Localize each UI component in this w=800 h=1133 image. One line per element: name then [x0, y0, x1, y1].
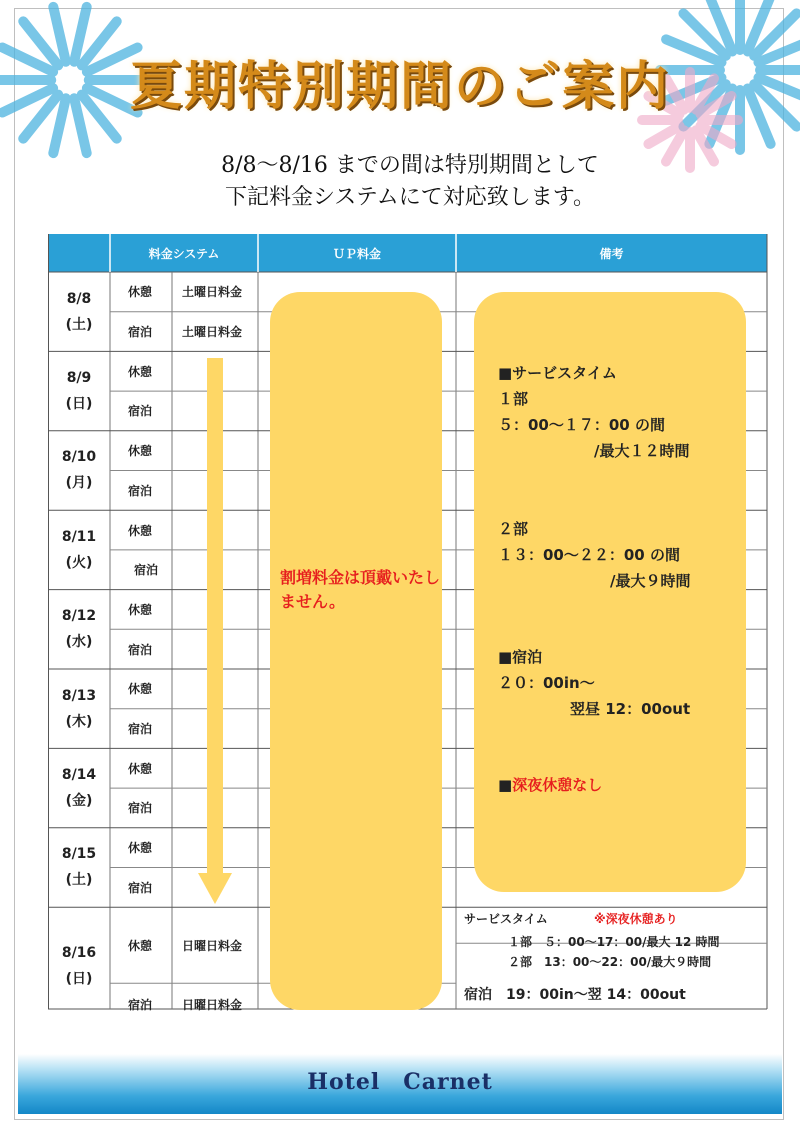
- service-time-heading: ■サービスタイム: [498, 364, 617, 382]
- rest-label: 休憩: [128, 841, 153, 856]
- up-fee-box: [270, 292, 442, 1010]
- last-day-part2: ２部 13：00～22：00/最大９時間: [508, 955, 712, 969]
- date-cell: [48, 669, 110, 748]
- part1-label: １部: [498, 390, 529, 408]
- header-rate-system: 料金システム: [148, 246, 220, 261]
- header-remarks: 備考: [599, 246, 624, 261]
- last-day-service-time-label: サービスタイム: [464, 912, 548, 926]
- weekday-text: (金): [65, 793, 93, 810]
- weekday-text: (水): [65, 634, 93, 651]
- last-day-stay: 宿泊 19：00in～翌 14：00out: [464, 987, 686, 1003]
- date-text: 8/8: [66, 290, 92, 307]
- last-day-part1: １部 ５：00～17：00/最大 12 時間: [508, 935, 720, 949]
- weekday-text: (土): [65, 872, 93, 889]
- no-late-rest-marker: ■: [498, 776, 513, 794]
- stay-label: 宿泊: [128, 325, 153, 340]
- header-up-fee: ＵＰ料金: [332, 246, 381, 261]
- stay-label: 宿泊: [128, 997, 153, 1012]
- rest-label: 休憩: [128, 602, 153, 617]
- up-fee-note: 割増料金は頂戴いたしません。: [280, 568, 441, 611]
- remarks-text: [498, 360, 738, 798]
- page-title: 夏期特別期間のご案内: [129, 56, 670, 117]
- subtitle-line-2: 下記料金システムにて対応致します。: [224, 185, 596, 210]
- date-cell: [48, 431, 110, 510]
- stay-label: 宿泊: [128, 801, 153, 816]
- stay-label: 宿泊: [128, 642, 153, 657]
- part1-time: ５：00～１７：00 の間: [498, 416, 665, 434]
- date-cell: [48, 828, 110, 907]
- date-text: 8/10: [61, 449, 97, 466]
- rest-rate: 日曜日料金: [182, 938, 243, 953]
- stay-label: 宿泊: [128, 404, 153, 419]
- date-cell: [48, 907, 110, 1025]
- fireworks-decoration: [0, 0, 800, 260]
- rest-label: 休憩: [128, 682, 153, 697]
- part2-time: １３：00～２２：00 の間: [498, 546, 680, 564]
- weekday-text: (木): [65, 713, 93, 730]
- part2-max: /最大９時間: [610, 572, 691, 590]
- rest-label: 休憩: [128, 938, 153, 953]
- date-cell: [48, 351, 110, 430]
- stay-out: 翌昼 12：00out: [570, 700, 691, 718]
- no-late-rest-text: 深夜休憩なし: [512, 776, 603, 794]
- rest-label: 休憩: [128, 285, 153, 300]
- part2-label: ２部: [498, 520, 529, 538]
- weekday-text: (火): [65, 554, 93, 571]
- date-text: 8/15: [61, 846, 97, 863]
- date-cell: [48, 272, 110, 351]
- last-day-service-time: [464, 910, 678, 927]
- stay-label: 宿泊: [128, 483, 153, 498]
- rest-label: 休憩: [128, 761, 153, 776]
- subtitle: [0, 150, 800, 214]
- stay-heading: ■宿泊: [498, 648, 543, 666]
- stay-rate: 日曜日料金: [182, 997, 243, 1012]
- rest-label: 休憩: [128, 364, 153, 379]
- rest-label: 休憩: [128, 444, 153, 459]
- date-cell: [48, 748, 110, 827]
- weekday-text: (日): [65, 396, 93, 413]
- weekday-text: (土): [65, 316, 93, 333]
- subtitle-line-1: 8/8～8/16 までの間は特別期間として: [221, 153, 599, 178]
- date-text: 8/11: [61, 528, 97, 545]
- no-late-rest: [498, 772, 738, 798]
- stay-in: ２０：00in～: [498, 674, 595, 692]
- weekday-text: (日): [65, 971, 93, 988]
- date-cell: [48, 590, 110, 669]
- date-text: 8/13: [61, 687, 97, 704]
- rest-label: 休憩: [128, 523, 153, 538]
- date-text: 8/14: [61, 767, 97, 784]
- weekday-text: (月): [65, 475, 93, 492]
- footer-hotel-name: Hotel Carnet: [307, 1069, 493, 1095]
- stay-rate: 土曜日料金: [182, 325, 243, 340]
- date-text: 8/16: [61, 945, 97, 962]
- date-text: 8/12: [61, 608, 97, 625]
- down-arrow-icon: [198, 358, 232, 906]
- date-text: 8/9: [66, 370, 92, 387]
- stay-label: 宿泊: [128, 880, 153, 895]
- date-cell: [48, 510, 110, 589]
- late-rest-note: ※深夜休憩あり: [593, 912, 678, 926]
- stay-label: 宿泊: [134, 563, 159, 578]
- stay-label: 宿泊: [128, 722, 153, 737]
- rest-rate: 土曜日料金: [182, 285, 243, 300]
- part1-max: /最大１２時間: [594, 442, 690, 460]
